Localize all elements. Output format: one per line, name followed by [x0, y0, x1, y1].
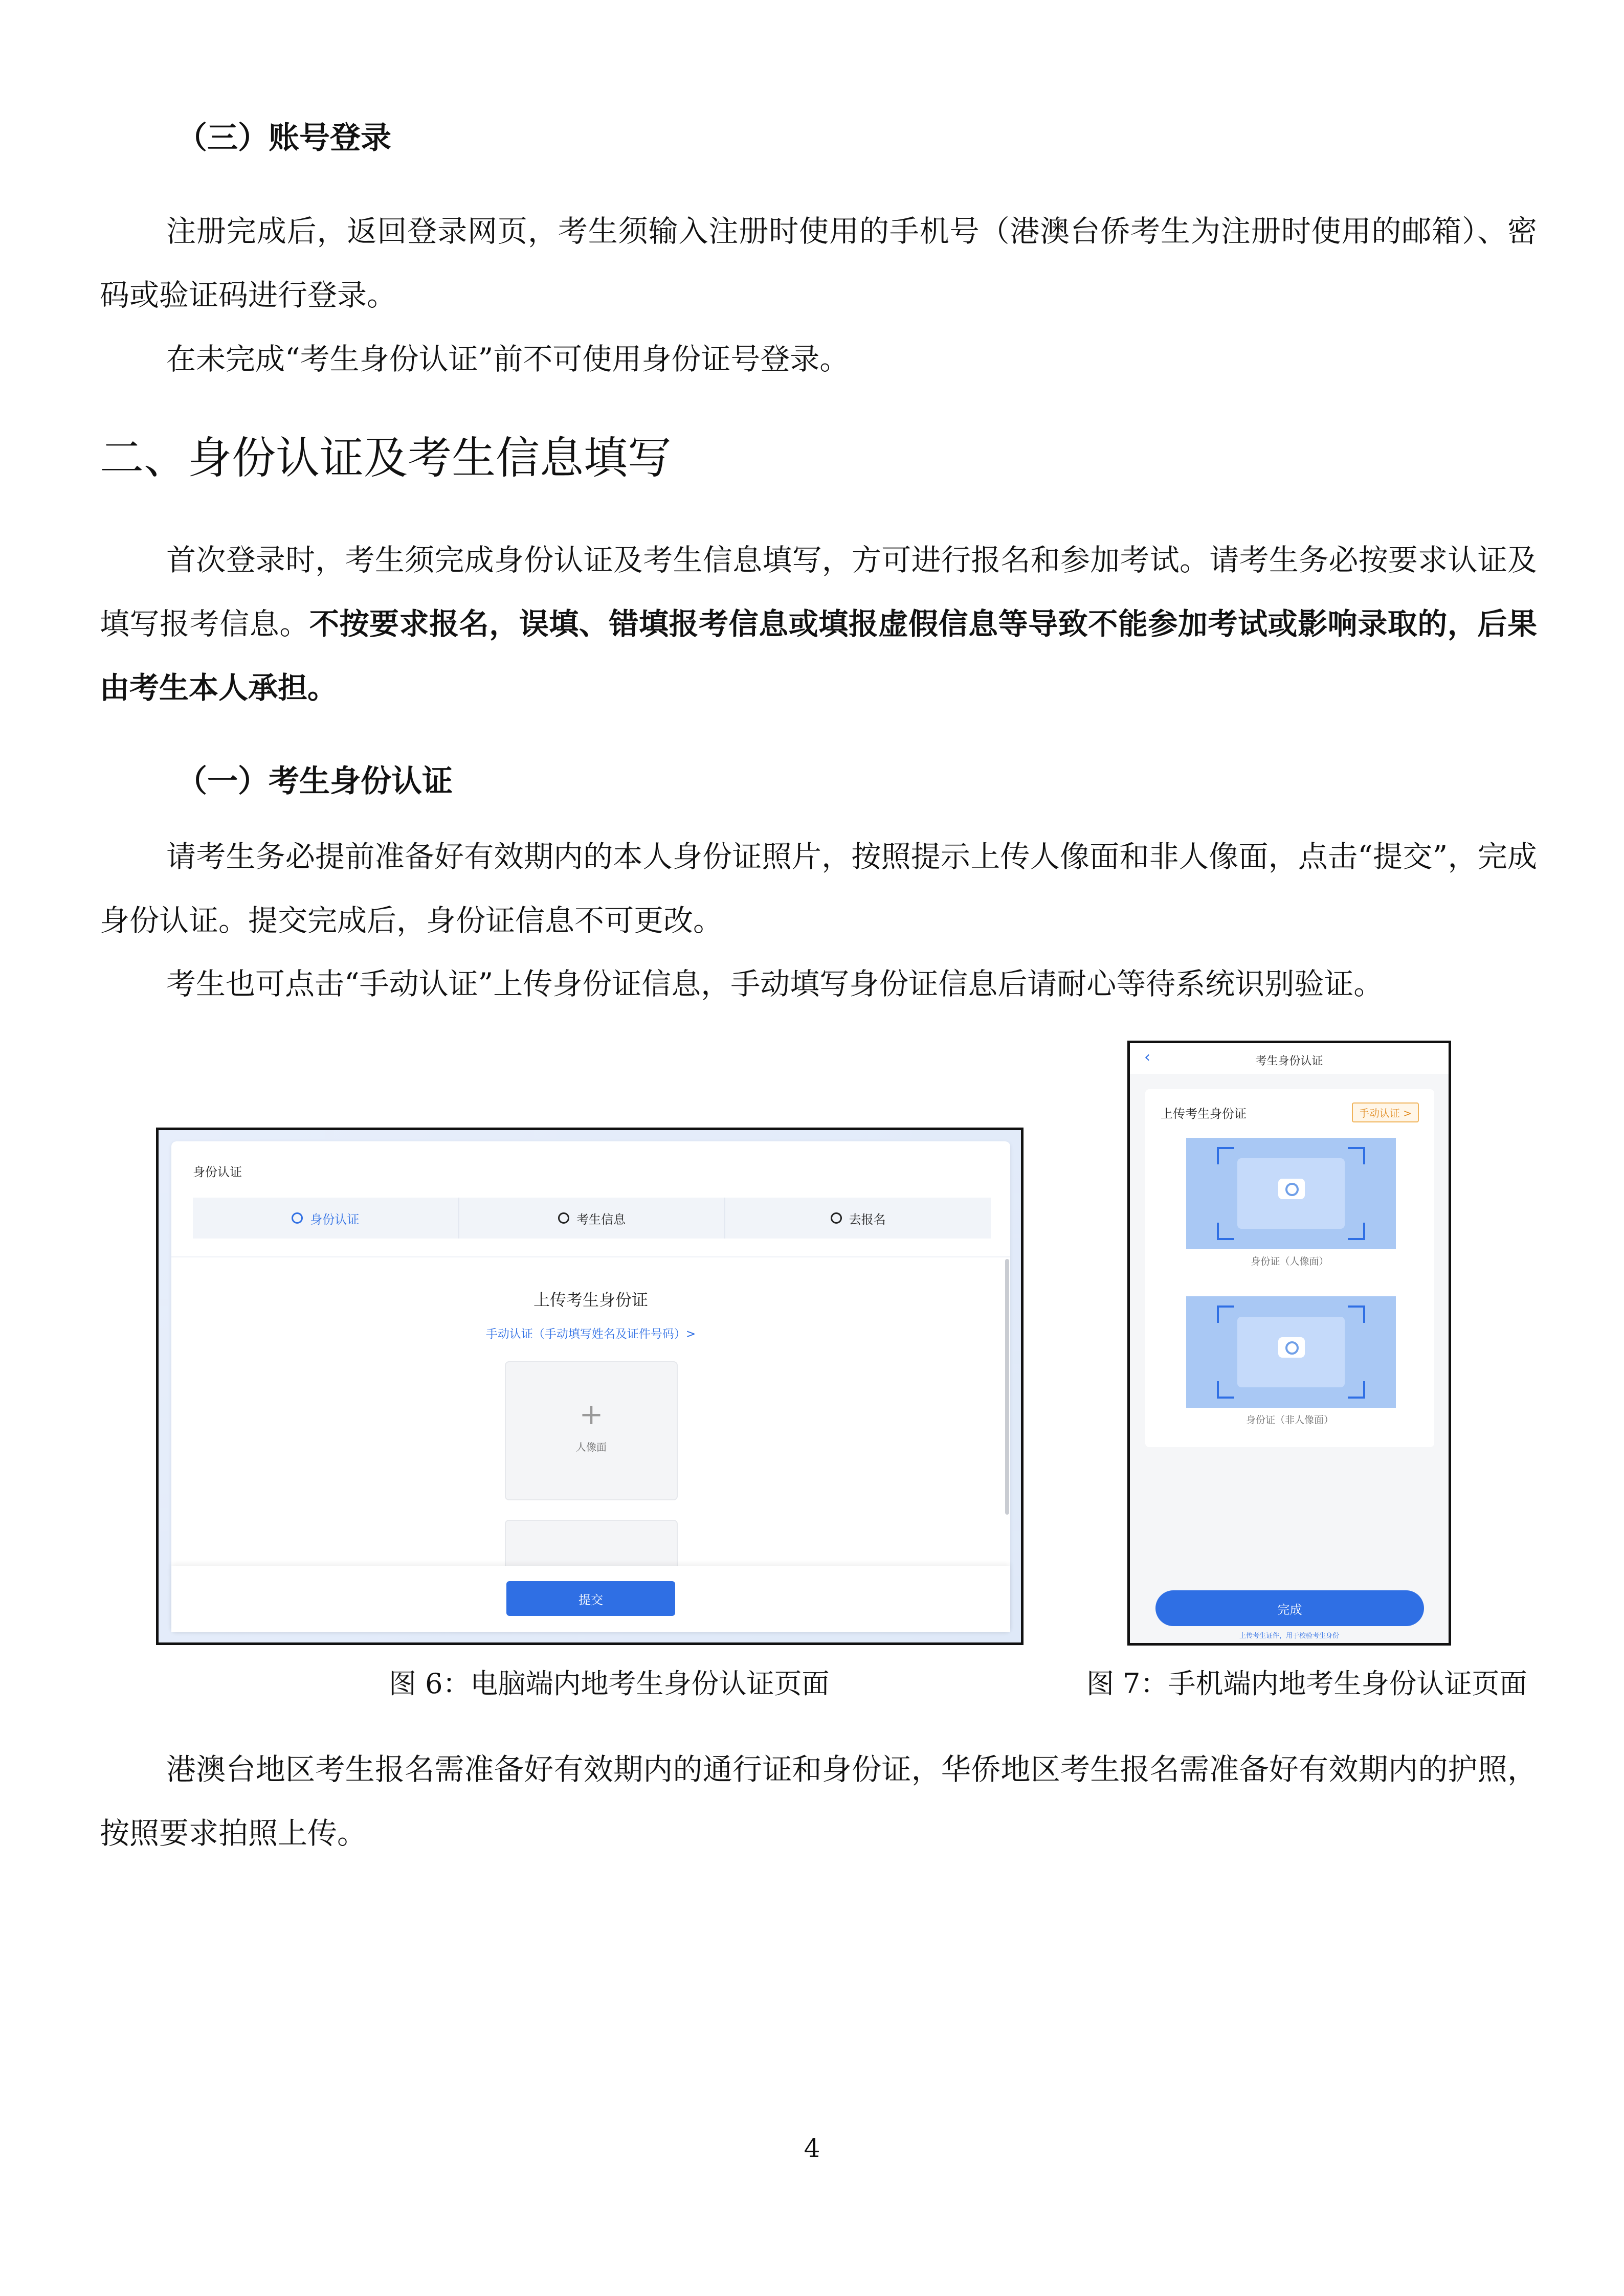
- paragraph-login-note: 在未完成“考生身份认证”前不可使用身份证号登录。: [166, 342, 850, 376]
- upload-tip-text: 上传考生证件，用于校验考生身份: [1239, 1632, 1339, 1640]
- step-identity[interactable]: [193, 1198, 459, 1239]
- corner-icon: [1217, 1305, 1234, 1323]
- footer-bar: [171, 1566, 1010, 1632]
- corner-icon: [1348, 1381, 1365, 1399]
- upload-panel: [1145, 1089, 1434, 1447]
- first-login-text: 首次登录时，考生须完成身份认证及考生信息填写，方可进行报名和参加考试。请考生务必按要求认证及填写报考信息。: [100, 543, 1537, 641]
- id-card-back-upload[interactable]: [1186, 1296, 1396, 1408]
- step-label: 去报名: [849, 1212, 886, 1227]
- id-card-front-upload[interactable]: [1186, 1138, 1396, 1249]
- page-number: 4: [804, 2133, 820, 2163]
- step-progress: [193, 1198, 991, 1239]
- upload-portrait-box[interactable]: [505, 1361, 678, 1500]
- card-back-caption: 身份证（非人像面）: [1245, 1414, 1333, 1426]
- upload-title: 上传考生身份证: [533, 1290, 648, 1310]
- step-circle-icon: [558, 1212, 569, 1224]
- figure-desktop-identity-page: [156, 1128, 1024, 1645]
- manual-auth-link[interactable]: 手动认证（手动填写姓名及证件号码）>: [485, 1327, 696, 1341]
- nav-title: 考生身份认证: [1255, 1055, 1323, 1068]
- paragraph-hk-macao-taiwan: 港澳台地区考生报名需准备好有效期内的通行证和身份证，华侨地区考生报名需准备好有效期内的护照，按照要求拍照上传。: [100, 1752, 1537, 1851]
- card-title: 身份认证: [193, 1165, 242, 1179]
- figure-7-caption: 图 7：手机端内地考生身份认证页面: [1086, 1668, 1527, 1700]
- upload-box-label: 人像面: [576, 1441, 607, 1453]
- section-heading-account-login: （三）账号登录: [176, 120, 391, 156]
- step-circle-icon: [292, 1212, 303, 1224]
- manual-auth-button[interactable]: 手动认证 >: [1352, 1102, 1419, 1122]
- scrollbar[interactable]: [1005, 1259, 1009, 1515]
- camera-icon: [1278, 1337, 1305, 1358]
- section-heading-identity-auth: （一）考生身份认证: [176, 763, 453, 799]
- divider: [171, 1256, 1010, 1257]
- plus-icon: +: [579, 1398, 604, 1431]
- paragraph-login-instructions: 注册完成后，返回登录网页，考生须输入注册时使用的手机号（港澳台侨考生为注册时使用的邮箱）、密码或验证码进行登录。: [100, 214, 1537, 312]
- identity-card-panel: [171, 1141, 1010, 1632]
- corner-icon: [1217, 1147, 1234, 1164]
- step-info[interactable]: [459, 1198, 726, 1239]
- paragraph-manual-auth: 考生也可点击“手动认证”上传身份证信息，手动填写身份证信息后请耐心等待系统识别验证。: [166, 966, 1384, 1001]
- mobile-nav-bar: [1130, 1043, 1449, 1074]
- card-front-caption: 身份证（人像面）: [1251, 1256, 1329, 1267]
- figure-mobile-identity-page: [1127, 1041, 1451, 1646]
- corner-icon: [1217, 1381, 1234, 1399]
- submit-button[interactable]: 提交: [506, 1581, 675, 1616]
- corner-icon: [1348, 1305, 1365, 1323]
- chapter-heading-identity: 二、身份认证及考生信息填写: [100, 433, 672, 484]
- done-button[interactable]: 完成: [1155, 1590, 1424, 1626]
- camera-icon: [1278, 1179, 1305, 1199]
- figure-6-caption: 图 6：电脑端内地考生身份认证页面: [389, 1668, 830, 1700]
- corner-icon: [1217, 1223, 1234, 1240]
- back-arrow-icon[interactable]: ‹: [1144, 1048, 1150, 1066]
- paragraph-upload-id: 请考生务必提前准备好有效期内的本人身份证照片，按照提示上传人像面和非人像面，点击“提交”，完成身份认证。提交完成后，身份证信息不可更改。: [100, 839, 1537, 938]
- panel-title: 上传考生身份证: [1161, 1107, 1247, 1121]
- paragraph-first-login: [100, 528, 1537, 720]
- step-label: 考生信息: [576, 1212, 626, 1227]
- corner-icon: [1348, 1223, 1365, 1240]
- step-register[interactable]: [725, 1198, 991, 1239]
- step-circle-icon: [831, 1212, 842, 1224]
- step-label: 身份认证: [310, 1212, 360, 1227]
- warning-bold-text: 不按要求报名，误填、错填报考信息或填报虚假信息等导致不能参加考试或影响录取的，后果由考生本人承担。: [100, 606, 1537, 705]
- corner-icon: [1348, 1147, 1365, 1164]
